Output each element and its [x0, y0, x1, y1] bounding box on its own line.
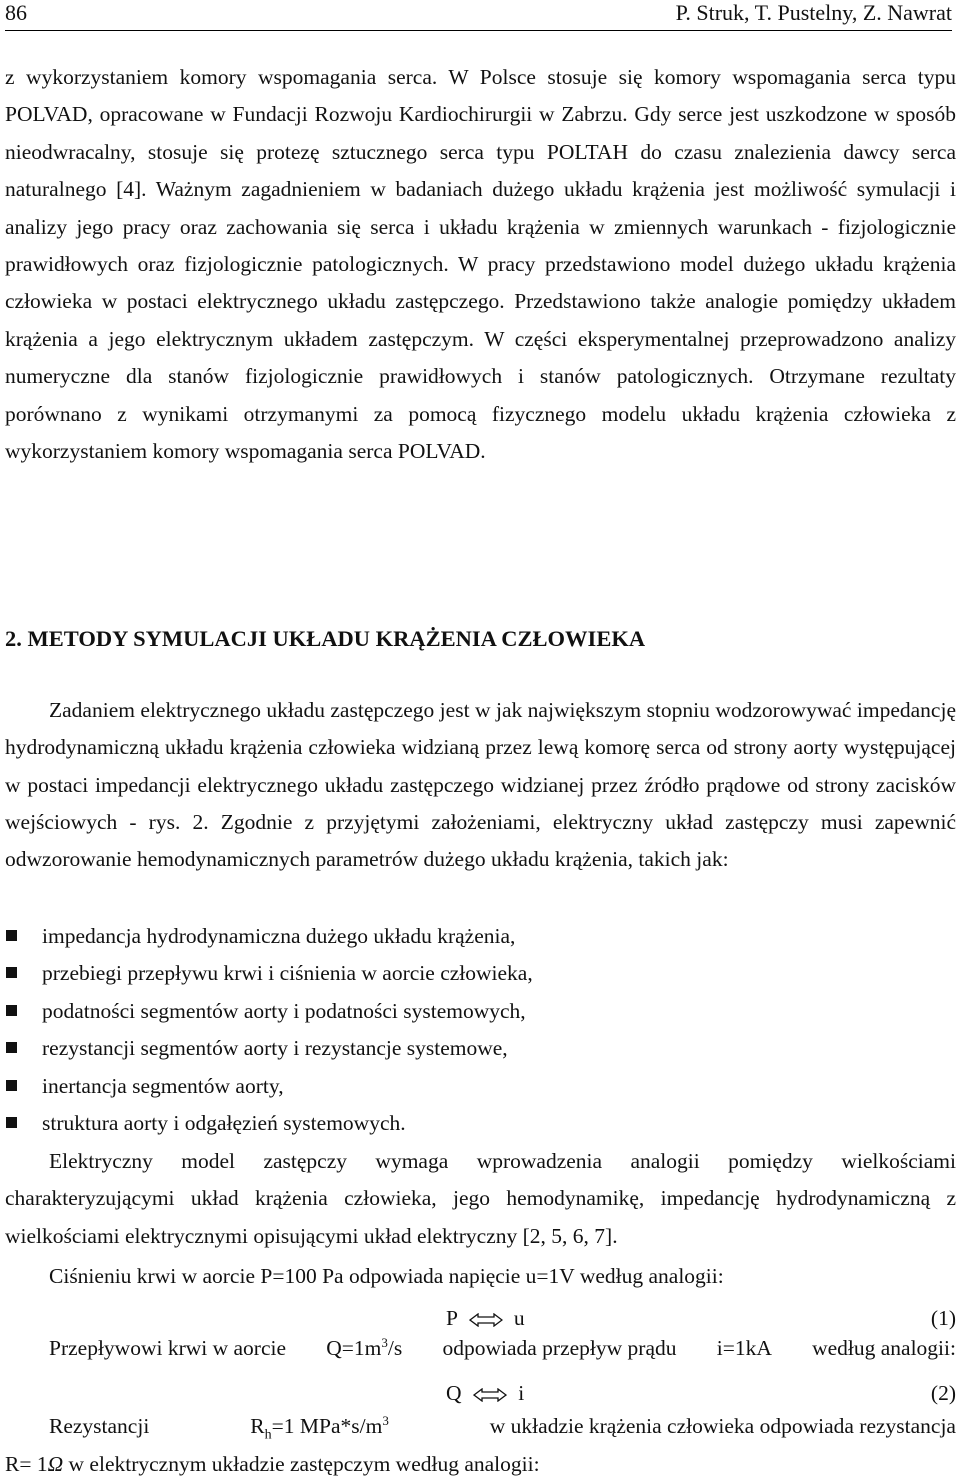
list-item — [5, 918, 956, 955]
list-item — [5, 1105, 956, 1142]
intro-paragraph: z wykorzystaniem komory wspomagania serca. W Polsce stosuje się komory wspomagania serca typu POLVAD, opracowane w Fundacji Rozwoju Kardiochirurgii w Zabrzu. Gdy serce jest uszkodzone w sposób nieodwracalny, stosuje się protezę sztucznego serca typu POLTAH do czasu znalezienia dawcy serca naturalnego [4]. Ważnym zagadnieniem w badaniach dużego układu krążenia jest możliwość symulacji i analizy jego pracy oraz zachowania się serca i układu krążenia w zmiennych warunkach - fizjologicznie prawidłowych oraz fizjologicznie patologicznych. W pracy przedstawiono model dużego układu krążenia człowieka w postaci elektrycznego układu zastępczego. Przedstawiono także analogie pomiędzy układem krążenia a jego elektrycznym układem zastępczym. W części eksperymentalnej przeprowadzono analizy numeryczne dla stanów fizjologicznie prawidłowych i stanów patologicznych. Otrzymane rezultaty porównano z wynikami otrzymanymi za pomocą fizycznego modelu układu krążenia człowieka z wykorzystaniem komory wspomagania serca POLVAD. — [5, 65, 956, 464]
analogy-equivalent: i=1kA — [716, 1336, 772, 1360]
analogy-text: Ciśnieniu krwi w aorcie — [49, 1264, 255, 1288]
analogy-resistance-continued — [5, 1449, 956, 1479]
section-heading: 2. METODY SYMULACJI UKŁADU KRĄŻENIA CZŁOWIEKA — [5, 626, 646, 651]
analogy-text: Przepływowi krwi w aorcie — [49, 1336, 287, 1360]
list-item-text: podatności segmentów aorty i podatności systemowych, — [42, 998, 526, 1023]
analogy-text: w elektrycznym układzie zastępczym według analogii: — [68, 1452, 540, 1476]
analogy-pressure — [49, 1261, 956, 1291]
square-bullet-icon — [6, 1117, 17, 1128]
analogy-quantity: $R_h=1$ $MPa*s/m^3$ — [250, 1412, 389, 1443]
analogy-text: według analogii: — [812, 1336, 956, 1360]
analogy-equivalent: u=1V — [525, 1264, 575, 1288]
square-bullet-icon — [6, 1042, 17, 1053]
analogy-quantity: P=100 Pa — [260, 1264, 344, 1288]
list-item-text: inertancja segmentów aorty, — [42, 1073, 284, 1098]
equation-1 — [446, 1303, 525, 1333]
page-number: 86 — [5, 0, 27, 25]
double-arrow-icon — [469, 1313, 503, 1327]
equation-2 — [446, 1378, 524, 1408]
parameter-list — [5, 918, 956, 1142]
square-bullet-icon — [6, 1005, 17, 1016]
analogy-flow — [49, 1333, 956, 1363]
analogy-text: w układzie krążenia człowieka odpowiada rezystancja — [489, 1414, 956, 1438]
analogy-text: według analogii: — [579, 1264, 724, 1288]
header-authors: P. Struk, T. Pustelny, Z. Nawrat — [675, 0, 952, 25]
analogy-text: odpowiada napięcie — [348, 1264, 521, 1288]
analogy-resistance — [49, 1411, 956, 1441]
double-arrow-icon — [473, 1388, 507, 1402]
equation-number: (1) — [930, 1306, 956, 1330]
equation-left: P — [446, 1306, 458, 1330]
list-item-text: rezystancji segmentów aorty i rezystancje systemowe, — [42, 1036, 508, 1061]
section-paragraph-1: Zadaniem elektrycznego układu zastępczego jest w jak największym stopniu wodzorowywać impedancję hydrodynamiczną układu krążenia człowieka widzianą przez lewą komorę serca od strony aorty występującej w postaci impedancji elektrycznego układu zastępczego widzianej przez źródło prądowe od strony zacisków wejściowych - rys. 2. Zgodnie z przyjętymi założeniami, elektryczny układ zastępczy musi zapewnić odwzorowanie hemodynamicznych parametrów dużego układu krążenia, takich jak: — [5, 698, 956, 872]
list-item-text: impedancja hydrodynamiczna dużego układu krążenia, — [42, 924, 516, 948]
list-item-text: struktura aorty i odgałęzień systemowych. — [42, 1111, 406, 1136]
analogy-quantity: $Q=1m^3/s$ — [326, 1334, 403, 1360]
analogy-text: Rezystancji — [49, 1414, 150, 1438]
list-item — [5, 993, 956, 1030]
list-item — [5, 1030, 956, 1067]
equation-right: u — [513, 1306, 525, 1330]
list-item — [5, 955, 956, 992]
analogy-equivalent: R= 1Ω — [5, 1452, 64, 1476]
analogy-text: odpowiada przepływ prądu — [442, 1336, 677, 1360]
running-header — [5, 0, 952, 31]
list-item — [5, 1068, 956, 1105]
section-paragraph-2: Elektryczny model zastępczy wymaga wprowadzenia analogii pomiędzy wielkościami charakteryzującymi układ krążenia człowieka, jego hemodynamikę, impedancję hydrodynamiczną z wielkościami elektrycznymi opisującymi układ elektryczny [2, 5, 6, 7]. — [5, 1149, 956, 1248]
square-bullet-icon — [6, 967, 17, 978]
equation-left: Q — [446, 1381, 462, 1405]
square-bullet-icon — [6, 930, 17, 941]
list-item-text: przebiegi przepływu krwi i ciśnienia w aorcie człowieka, — [42, 961, 533, 986]
equation-number: (2) — [930, 1381, 956, 1405]
equation-right: i — [518, 1381, 525, 1405]
square-bullet-icon — [6, 1080, 17, 1091]
